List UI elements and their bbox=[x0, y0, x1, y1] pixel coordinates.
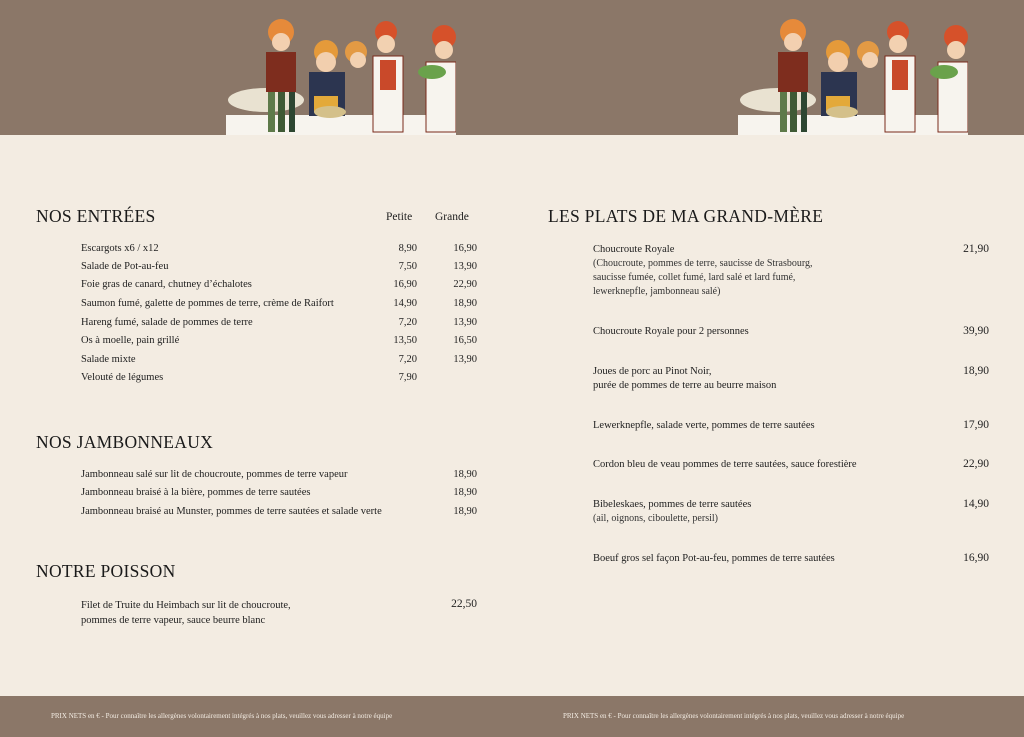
menu-item bbox=[81, 317, 477, 335]
item-name: Choucroute Royale bbox=[593, 244, 675, 255]
item-name: Choucroute Royale pour 2 personnes bbox=[593, 326, 749, 337]
menu-item bbox=[81, 598, 477, 628]
menu-item bbox=[593, 243, 989, 299]
price-grande: 16,90 bbox=[453, 243, 477, 254]
menu-item bbox=[81, 279, 477, 297]
col-petite: Petite bbox=[386, 211, 413, 223]
item-name: Jambonneau braisé au Munster, pommes de terre sautées et salade verte bbox=[81, 506, 382, 517]
footer-note-right: PRIX NETS en € - Pour connaître les allergènes volontairement intégrés à nos plats, veuillez vous adresser à notre équipe bbox=[563, 712, 905, 720]
price-grande: 16,50 bbox=[453, 335, 477, 346]
menu-item bbox=[593, 419, 989, 433]
price-grande: 13,90 bbox=[453, 317, 477, 328]
item-name: Bibeleskaes, pommes de terre sautées bbox=[593, 499, 752, 510]
item-name: Saumon fumé, galette de pommes de terre, crème de Raifort bbox=[81, 298, 334, 309]
item-price: 18,90 bbox=[963, 365, 989, 377]
jambonneaux-title: NOS JAMBONNEAUX bbox=[36, 432, 214, 452]
menu-item bbox=[593, 365, 989, 393]
price-grande: 13,90 bbox=[453, 354, 477, 365]
item-price: 14,90 bbox=[963, 498, 989, 510]
menu-item bbox=[593, 552, 989, 566]
item-name: Os à moelle, pain grillé bbox=[81, 335, 180, 346]
item-description: (ail, oignons, ciboulette, persil) bbox=[593, 513, 718, 524]
item-description: pommes de terre vapeur, sauce beurre blanc bbox=[81, 615, 266, 626]
item-name: Boeuf gros sel façon Pot-au-feu, pommes de terre sautées bbox=[593, 553, 835, 564]
footer-note-left: PRIX NETS en € - Pour connaître les allergènes volontairement intégrés à nos plats, veuillez vous adresser à notre équipe bbox=[51, 712, 393, 720]
menu-item bbox=[593, 325, 989, 339]
item-description: purée de pommes de terre au beurre maison bbox=[593, 380, 777, 391]
item-name: Velouté de légumes bbox=[81, 372, 164, 383]
item-price: 18,90 bbox=[453, 506, 477, 517]
item-name: Cordon bleu de veau pommes de terre sautées, sauce forestière bbox=[593, 459, 857, 470]
menu-item bbox=[81, 298, 477, 316]
menu-item bbox=[81, 487, 477, 505]
item-name: Joues de porc au Pinot Noir, bbox=[593, 366, 712, 377]
menu-item bbox=[81, 506, 477, 524]
item-price: 17,90 bbox=[963, 419, 989, 431]
menu-item bbox=[593, 498, 989, 526]
item-name: Hareng fumé, salade de pommes de terre bbox=[81, 317, 253, 328]
price-petite: 8,90 bbox=[398, 243, 417, 254]
item-name: Lewerknepfle, salade verte, pommes de terre sautées bbox=[593, 420, 815, 431]
item-name: Jambonneau braisé à la bière, pommes de terre sautées bbox=[81, 487, 311, 498]
price-petite: 7,20 bbox=[398, 317, 417, 328]
item-name: Jambonneau salé sur lit de choucroute, pommes de terre vapeur bbox=[81, 469, 348, 480]
item-description: lewerknepfle, jambonneau salé) bbox=[593, 286, 721, 297]
item-name: Salade de Pot-au-feu bbox=[81, 261, 169, 272]
item-name: Foie gras de canard, chutney d’échalotes bbox=[81, 279, 252, 290]
price-grande: 13,90 bbox=[453, 261, 477, 272]
price-petite: 13,50 bbox=[393, 335, 417, 346]
item-name: Filet de Truite du Heimbach sur lit de choucroute, bbox=[81, 600, 291, 611]
item-price: 18,90 bbox=[453, 487, 477, 498]
menu-item bbox=[81, 261, 477, 279]
price-petite: 7,20 bbox=[398, 354, 417, 365]
plats-title: LES PLATS DE MA GRAND-MÈRE bbox=[548, 206, 824, 226]
price-petite: 16,90 bbox=[393, 279, 417, 290]
item-price: 18,90 bbox=[453, 469, 477, 480]
item-description: (Choucroute, pommes de terre, saucisse de Strasbourg, bbox=[593, 258, 813, 269]
item-price: 39,90 bbox=[963, 325, 989, 337]
alsatian-waiters-illustration-left bbox=[226, 12, 456, 135]
menu-item bbox=[81, 372, 477, 390]
entrees-title: NOS ENTRÉES bbox=[36, 206, 156, 226]
item-price: 16,90 bbox=[963, 552, 989, 564]
poisson-title: NOTRE POISSON bbox=[36, 561, 176, 581]
item-price: 21,90 bbox=[963, 243, 989, 255]
item-price: 22,90 bbox=[963, 458, 989, 470]
menu-item bbox=[593, 458, 989, 472]
alsatian-waiters-illustration-right bbox=[738, 12, 968, 135]
col-grande: Grande bbox=[435, 211, 469, 223]
price-petite: 7,90 bbox=[398, 372, 417, 383]
menu-item bbox=[81, 469, 477, 487]
item-description: saucisse fumée, collet fumé, lard salé et lard fumé, bbox=[593, 272, 796, 283]
item-name: Escargots x6 / x12 bbox=[81, 243, 159, 254]
item-name: Salade mixte bbox=[81, 354, 136, 365]
menu-item bbox=[81, 354, 477, 372]
price-petite: 7,50 bbox=[398, 261, 417, 272]
price-grande: 22,90 bbox=[453, 279, 477, 290]
item-price: 22,50 bbox=[451, 598, 477, 610]
menu-item bbox=[81, 335, 477, 353]
price-grande: 18,90 bbox=[453, 298, 477, 309]
menu-item bbox=[81, 243, 477, 261]
price-petite: 14,90 bbox=[393, 298, 417, 309]
